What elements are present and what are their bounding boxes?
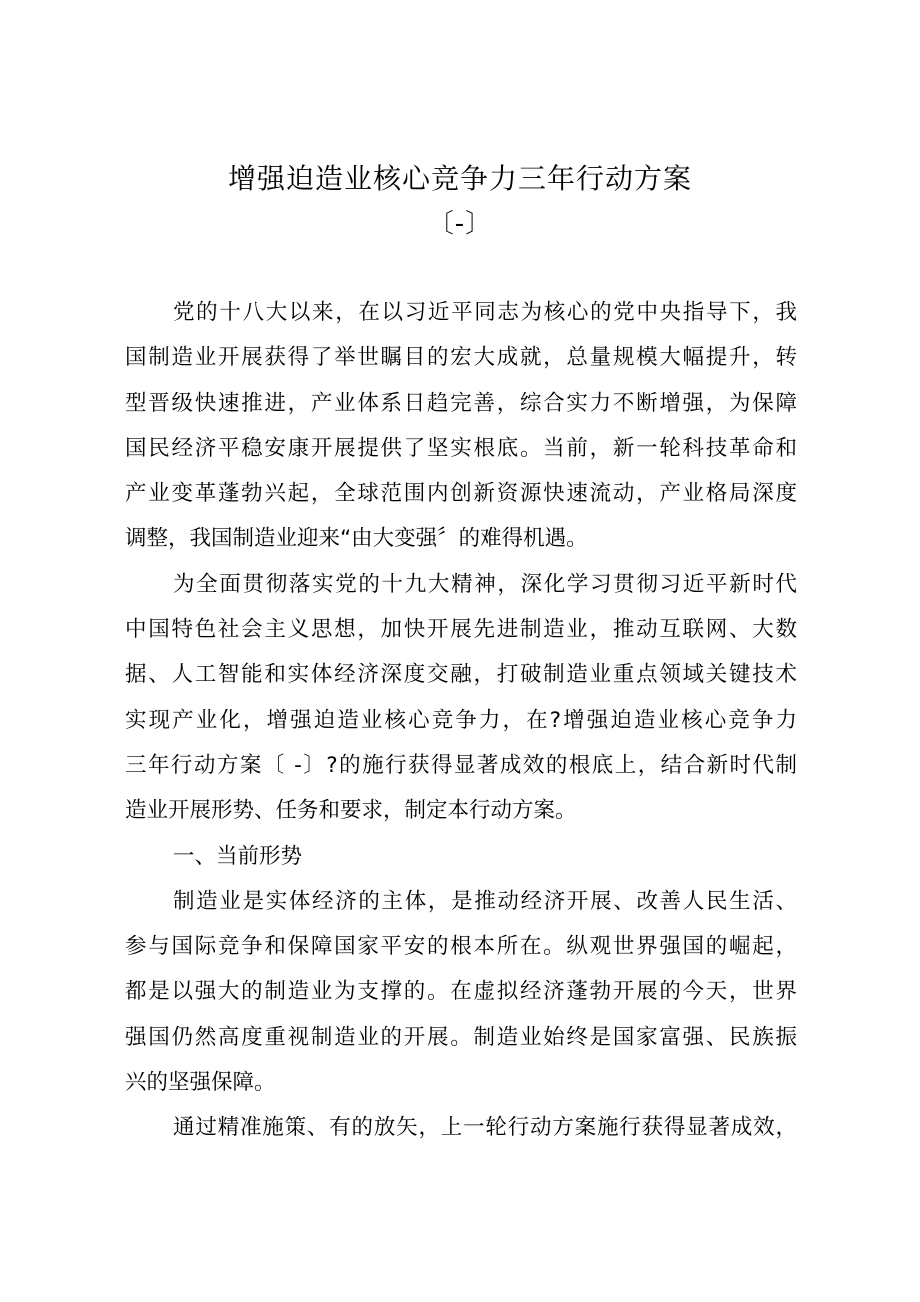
text-line: 制造业是实体经济的主体，是推动经济开展、改善人民生活、: [173, 888, 797, 914]
section-heading: [125, 834, 797, 879]
text-line: 都是以强大的制造业为支撑的。在虚拟经济蓬勃开展的今天，世界: [125, 979, 797, 1005]
text-line: 强国仍然高度重视制造业的开展。制造业始终是国家富强、民族振: [125, 1024, 797, 1050]
text-line: 国民经济平稳安康开展提供了坚实根底。当前，新一轮科技革命和: [125, 435, 797, 461]
text-line: 调整，我国制造业迎来“由大变强〞的难得机遇。: [125, 526, 588, 552]
document-body: [125, 290, 797, 1151]
paragraph: [125, 290, 797, 562]
paragraph: [125, 562, 797, 834]
text-line: 参与国际竞争和保障国家平安的根本所在。纵观世界强国的崛起，: [125, 934, 797, 960]
paragraph: [125, 1105, 797, 1150]
text-line: 造业开展形势、任务和要求，制定本行动方案。: [125, 798, 577, 824]
text-line: 一、当前形势: [173, 843, 303, 869]
text-line: 为全面贯彻落实党的十九大精神，深化学习贯彻习近平新时代: [173, 571, 797, 597]
document-title: 增强迫造业核心竞争力三年行动方案: [227, 162, 692, 195]
text-line: 通过精准施策、有的放矢，上一轮行动方案施行获得显著成效，: [173, 1115, 797, 1141]
paragraph: [125, 879, 797, 1105]
text-line: 产业变革蓬勃兴起，全球范围内创新资源快速流动，产业格局深度: [125, 481, 797, 507]
document-subtitle: 〔-〕: [427, 209, 493, 239]
text-line: 据、人工智能和实体经济深度交融，打破制造业重点领域关键技术: [125, 662, 797, 688]
text-line: 型晋级快速推进，产业体系日趋完善，综合实力不断增强，为保障: [125, 390, 797, 416]
text-line: 三年行动方案〔 -〕?的施行获得显著成效的根底上，结合新时代制: [125, 752, 797, 778]
text-line: 党的十八大以来，在以习近平同志为核心的党中央指导下，我: [173, 300, 797, 325]
text-line: 实现产业化，增强迫造业核心竞争力，在?增强迫造业核心竞争力: [125, 707, 797, 733]
text-line: 兴的坚强保障。: [125, 1070, 276, 1096]
text-line: 国制造业开展获得了举世瞩目的宏大成就，总量规模大幅提升，转: [125, 345, 797, 371]
text-line: 中国特色社会主义思想，加快开展先进制造业，推动互联网、大数: [125, 617, 797, 643]
